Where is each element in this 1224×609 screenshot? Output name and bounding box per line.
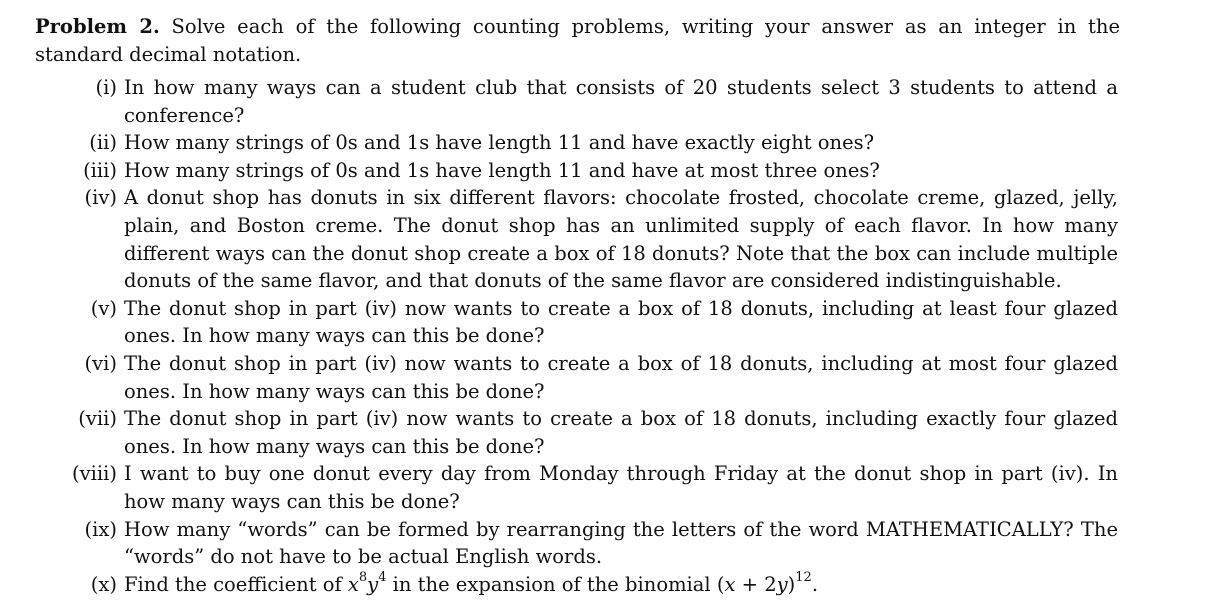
binomial-plus: + 2 [735, 572, 777, 596]
item-label: (viii) [72, 462, 117, 486]
item-label: (ii) [89, 131, 117, 155]
problem-item-x [0, 571, 1224, 599]
item-label: (v) [90, 296, 117, 320]
binomial-x: x [724, 572, 736, 596]
item-text [124, 571, 1118, 599]
problem-intro: Solve each of the following counting problems, writing your answer as an integer in the standard decimal notation. [35, 15, 1120, 66]
text-middle: in the expansion of the binomial [386, 572, 717, 596]
problem-item-i [0, 74, 1224, 129]
item-text: The donut shop in part (iv) now wants to create a box of 18 donuts, including at least four glazed ones. In how many ways can this be done? [124, 296, 1118, 348]
problem-item-iv [0, 184, 1224, 294]
problem-list [0, 74, 1224, 598]
item-label: (ix) [84, 517, 117, 541]
problem-item-viii [0, 460, 1224, 515]
item-text: How many strings of 0s and 1s have length 11 and have at most three ones? [124, 158, 880, 182]
exponent-x: 8 [358, 570, 368, 586]
binomial-expression [716, 570, 812, 596]
item-text: A donut shop has donuts in six different flavors: chocolate frosted, chocolate creme, glazed, jelly, plain, and Boston creme. The donut shop has an unlimited supply of each flavor. In how many different ways can the donut shop create a box of 18 donuts? Note that the box can include multiple donuts of the same flavor, and that donuts of the same flavor are considered indistinguishable. [124, 186, 1118, 293]
text-before: Find the coefficient of [124, 572, 348, 596]
item-text: How many “words” can be formed by rearranging the letters of the word MATHEMATICALLY? The “words” do not have to be actual English words. [124, 517, 1118, 569]
problem-item-v [0, 295, 1224, 350]
text-after: . [811, 572, 819, 596]
problem-item-vii [0, 405, 1224, 460]
item-label: (iii) [83, 158, 117, 182]
binomial-close: ) [787, 572, 796, 596]
problem-item-ix [0, 516, 1224, 571]
problem-item-iii [0, 157, 1224, 185]
exponent-y: 4 [378, 570, 387, 586]
binomial-exponent: 12 [795, 570, 812, 586]
problem-item-vi [0, 350, 1224, 405]
term-y: y [367, 572, 379, 596]
item-text: How many strings of 0s and 1s have length 11 and have exactly eight ones? [124, 131, 875, 155]
math-term [347, 570, 387, 596]
item-text: The donut shop in part (iv) now wants to create a box of 18 donuts, including exactly four glazed ones. In how many ways can this be done? [124, 407, 1118, 458]
binomial-y: y [776, 572, 788, 596]
problem-title: Problem 2. [35, 15, 160, 38]
item-label: (vi) [84, 351, 117, 375]
item-label: (x) [90, 572, 117, 596]
item-text: The donut shop in part (iv) now wants to create a box of 18 donuts, including at most four glazed ones. In how many ways can this be done? [124, 351, 1118, 403]
item-label: (iv) [84, 186, 117, 210]
term-x: x [347, 572, 359, 596]
binomial-open: ( [716, 572, 725, 596]
problem-heading [35, 13, 1120, 68]
item-text: In how many ways can a student club that consists of 20 students select 3 students to attend a conference? [124, 76, 1118, 127]
problem-item-ii [0, 129, 1224, 157]
item-label: (i) [95, 76, 117, 99]
item-text: I want to buy one donut every day from Monday through Friday at the donut shop in part (iv). In how many ways can this be done? [124, 462, 1118, 513]
item-label: (vii) [78, 407, 117, 431]
